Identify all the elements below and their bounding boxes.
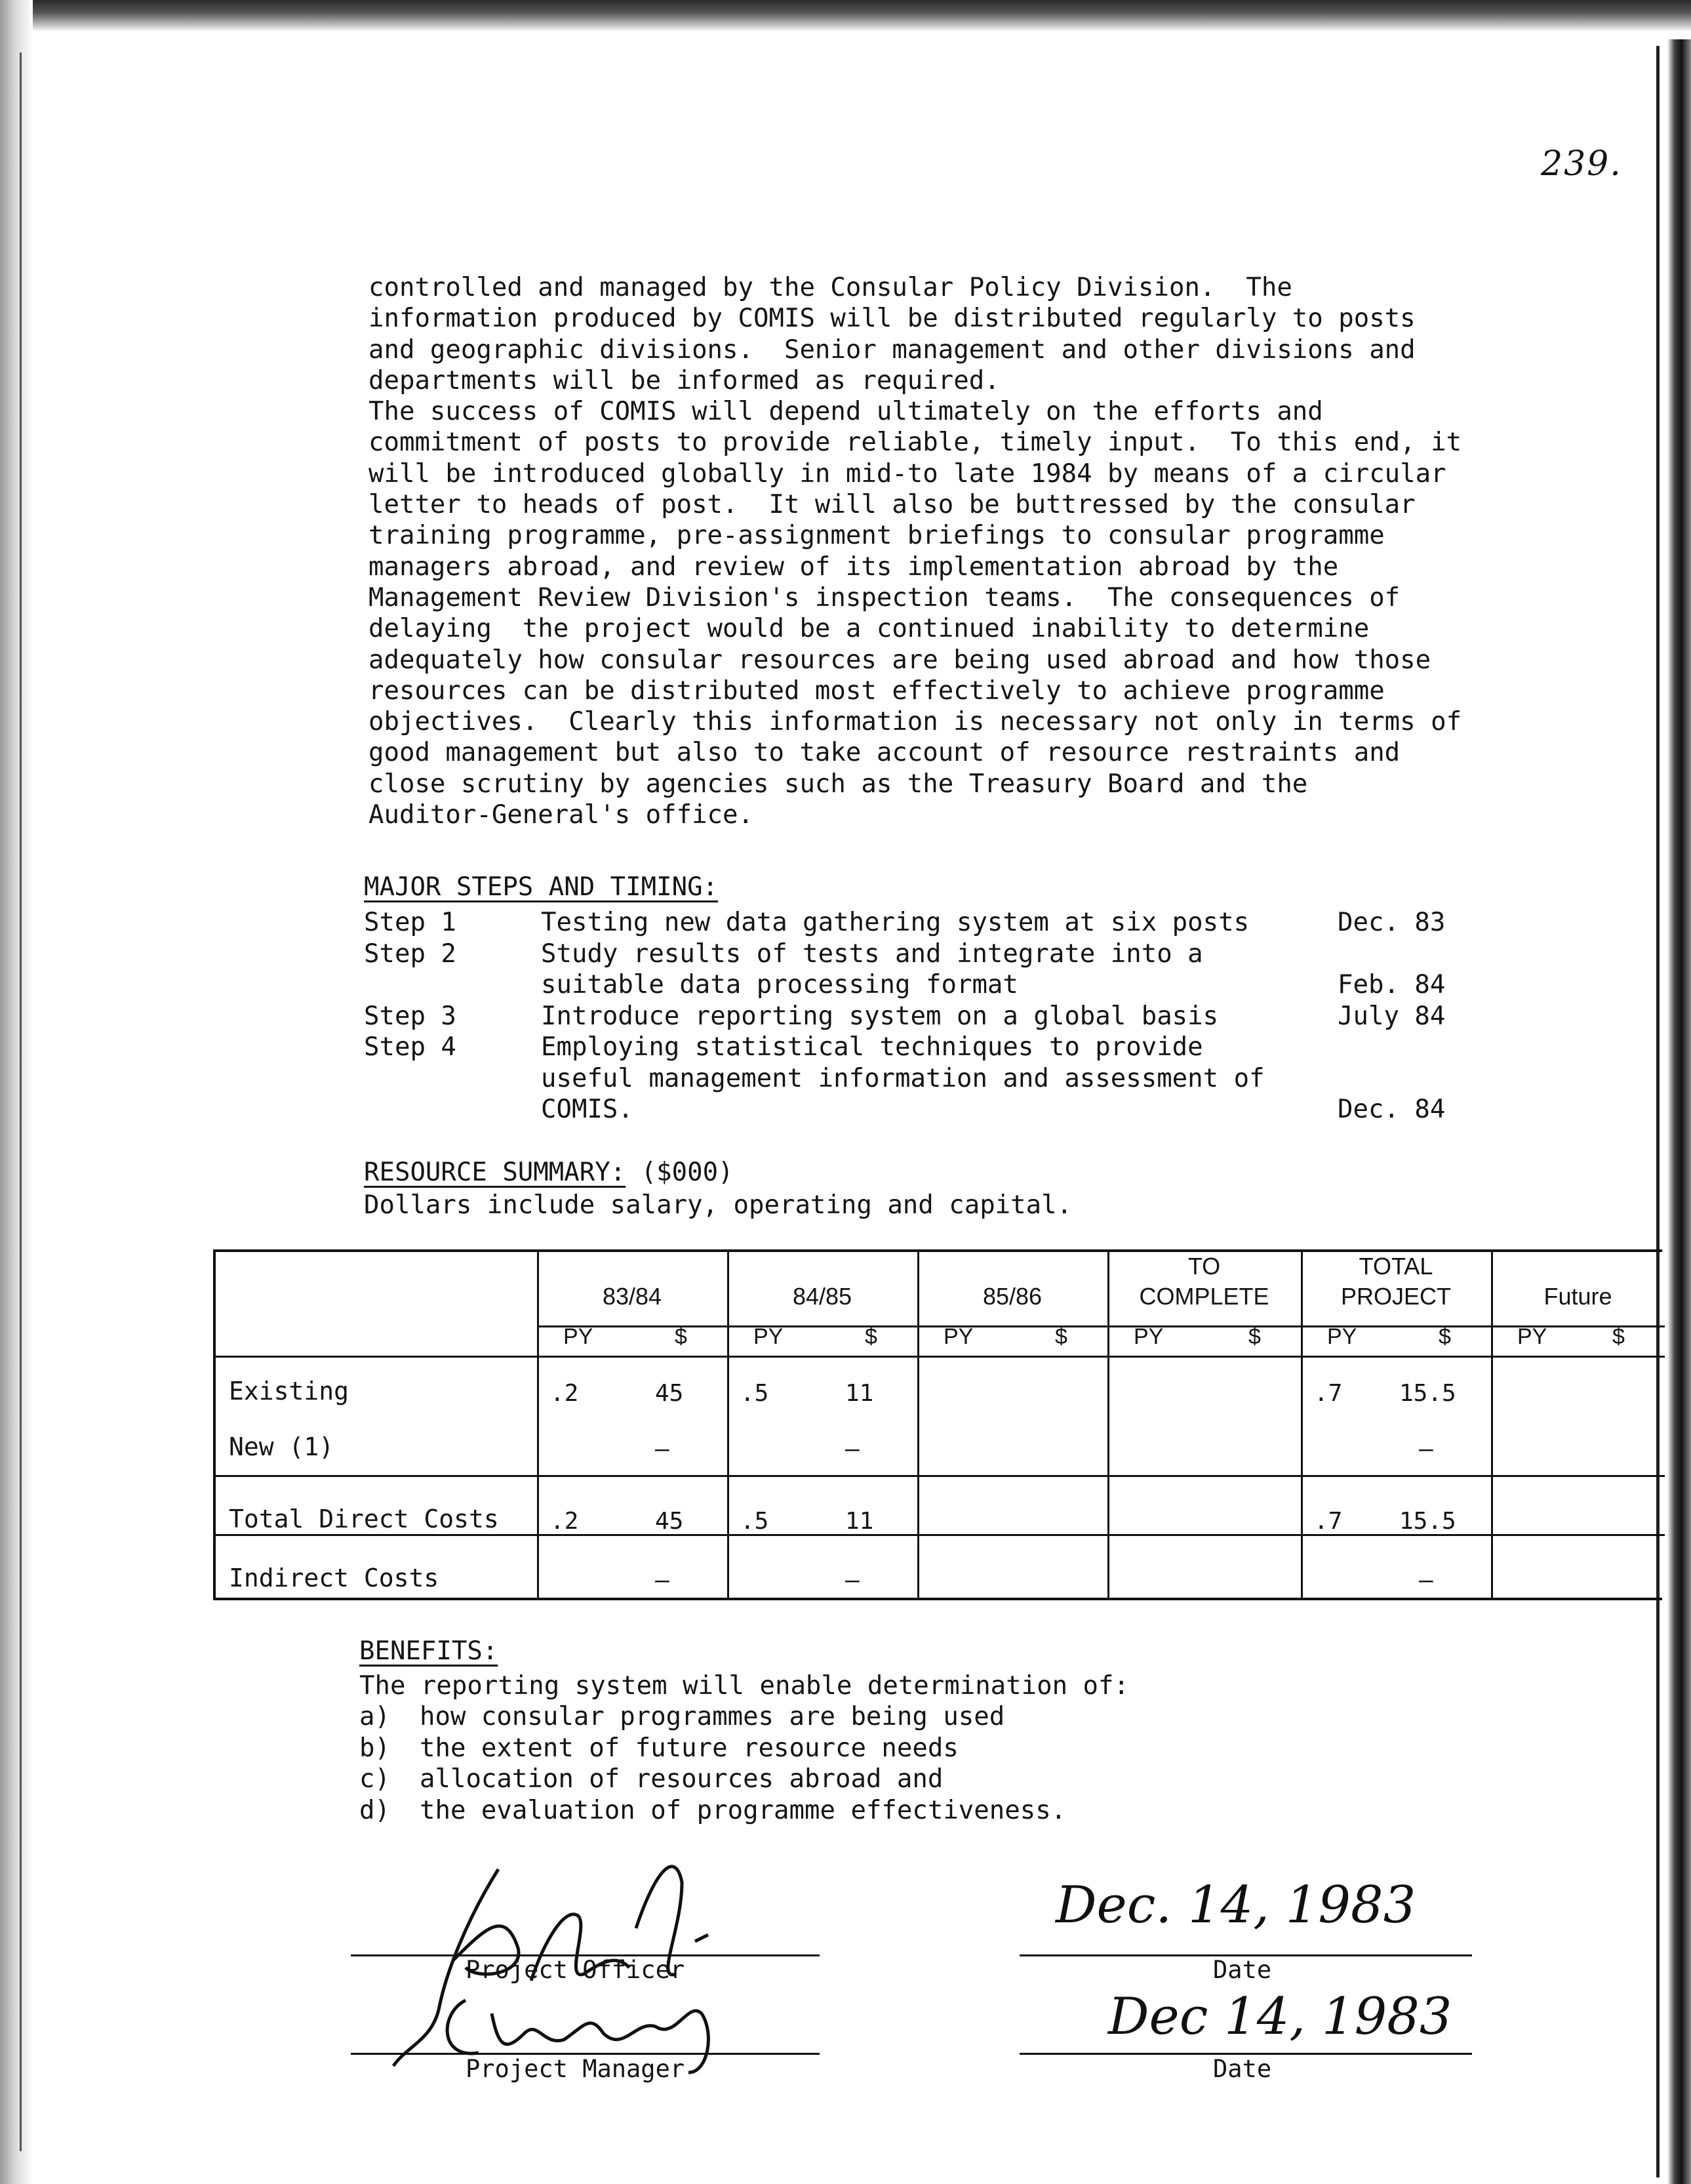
column-header-line1: TOTAL: [1359, 1253, 1433, 1280]
scan-top-edge: [0, 0, 1691, 31]
step-date: Dec. 84: [1338, 1095, 1446, 1124]
dollar-header: $: [865, 1324, 877, 1349]
dollar-value: 11: [845, 1380, 874, 1407]
body-line: Auditor-General's office.: [368, 800, 753, 830]
step-description: Testing new data gathering system at six posts: [541, 908, 1250, 937]
body-paragraph: [368, 272, 1536, 830]
step-date: July 84: [1338, 1001, 1446, 1031]
py-value: .7: [1314, 1508, 1343, 1535]
step-date: Feb. 84: [1338, 970, 1446, 1000]
py-value: .2: [550, 1380, 579, 1407]
row-label: Total Direct Costs: [229, 1505, 499, 1533]
benefit-item: [359, 1701, 1066, 1733]
step-date: Dec. 83: [1338, 908, 1446, 937]
body-line: controlled and managed by the Consular Policy Division. The: [368, 273, 1292, 302]
body-line: The success of COMIS will depend ultimately on the efforts and: [368, 397, 1323, 427]
body-line: resources can be distributed most effectively to achieve programme: [368, 676, 1385, 706]
benefit-text: allocation of resources abroad and: [420, 1764, 944, 1794]
dollar-value: –: [845, 1436, 860, 1463]
table-header-divider: [537, 1325, 1665, 1327]
step-description: Employing statistical techniques to provide useful management information and assessment of COMIS.: [541, 1032, 1265, 1124]
resource-summary-title: [364, 1158, 734, 1187]
py-value: .7: [1314, 1380, 1343, 1407]
benefit-letter: b): [359, 1733, 390, 1763]
benefits-heading: BENEFITS:: [359, 1636, 498, 1666]
scan-left-edge: [0, 0, 33, 2184]
body-line: and geographic divisions. Senior management and other divisions and: [368, 334, 1416, 365]
officer-date-caption: Date: [1213, 1956, 1272, 1984]
dollar-value: 11: [845, 1508, 874, 1535]
dollar-value: 15.5: [1399, 1508, 1456, 1535]
project-officer-date-handwritten: Dec. 14, 1983: [1056, 1876, 1416, 1935]
column-header: COMPLETE: [1139, 1283, 1269, 1310]
benefit-letter: a): [359, 1702, 390, 1731]
dollar-header: $: [1612, 1324, 1625, 1349]
scan-left-rule: [20, 52, 22, 2151]
benefit-item: [359, 1795, 1066, 1827]
resource-summary-table: [213, 1249, 1662, 1600]
body-line: letter to heads of post. It will also be buttressed by the consular: [368, 490, 1416, 520]
step-row: [364, 939, 1446, 1001]
py-header: PY: [1134, 1324, 1164, 1349]
body-line: departments will be informed as required.: [368, 365, 1000, 395]
body-line: will be introduced globally in mid-to late 1984 by means of a circular: [368, 458, 1446, 489]
project-manager-caption: Project Manager: [466, 2055, 685, 2083]
project-manager-date-handwritten: Dec 14, 1983: [1108, 1987, 1452, 2046]
resource-summary-label: RESOURCE SUMMARY:: [364, 1158, 626, 1187]
dollar-value: –: [655, 1436, 669, 1463]
column-header: PROJECT: [1340, 1283, 1451, 1310]
project-officer-caption: Project Officer: [466, 1956, 685, 1984]
column-header: 85/86: [982, 1283, 1043, 1310]
py-value: .5: [740, 1508, 769, 1535]
benefit-letter: c): [359, 1764, 390, 1794]
resource-summary-unit: ($000): [626, 1158, 734, 1187]
step-label: Step 3: [364, 1001, 456, 1031]
benefit-text: the evaluation of programme effectiveness.: [420, 1795, 1067, 1825]
body-line: delaying the project would be a continued inability to determine: [368, 614, 1370, 644]
step-description: Introduce reporting system on a global basis: [541, 1001, 1219, 1031]
column-header: 84/85: [792, 1283, 852, 1310]
dollar-value: 15.5: [1399, 1380, 1456, 1407]
table-subheader-divider: [216, 1356, 1665, 1358]
body-line: objectives. Clearly this information is necessary not only in terms of: [368, 707, 1462, 737]
dollar-value: –: [845, 1567, 860, 1594]
py-header: PY: [944, 1324, 974, 1349]
py-value: .2: [550, 1508, 579, 1535]
benefit-item: [359, 1764, 1066, 1795]
scan-right-rule: [1656, 46, 1660, 2177]
column-header-line1: TO: [1187, 1253, 1221, 1280]
benefit-item: [359, 1733, 1066, 1764]
row-label: New (1): [229, 1432, 334, 1461]
dollar-header: $: [1055, 1324, 1067, 1349]
dollar-value: 45: [655, 1380, 684, 1407]
table-row-divider: [216, 1475, 1665, 1477]
dollar-value: –: [1419, 1567, 1433, 1594]
dollar-header: $: [1248, 1324, 1261, 1349]
row-label: Indirect Costs: [229, 1564, 439, 1592]
scan-right-edge: [1667, 39, 1691, 2184]
benefits-list: [359, 1701, 1066, 1826]
steps-heading: MAJOR STEPS AND TIMING:: [364, 872, 719, 902]
step-label: Step 4: [364, 1032, 456, 1062]
column-header: Future: [1543, 1283, 1612, 1310]
step-row: [364, 1032, 1446, 1125]
body-line: information produced by COMIS will be distributed regularly to posts: [368, 304, 1416, 334]
body-line: commitment of posts to provide reliable, timely input. To this end, it: [368, 428, 1462, 458]
dollar-header: $: [1439, 1324, 1451, 1349]
body-line: training programme, pre-assignment briefings to consular programme: [368, 521, 1385, 551]
body-line: close scrutiny by agencies such as the Treasury Board and the: [368, 769, 1308, 799]
benefit-text: how consular programmes are being used: [420, 1702, 1005, 1731]
dollar-value: –: [655, 1567, 669, 1594]
benefit-text: the extent of future resource needs: [420, 1733, 959, 1763]
resource-summary-note: Dollars include salary, operating and capital.: [364, 1190, 1073, 1220]
dollar-header: $: [675, 1324, 687, 1349]
step-row: [364, 1001, 1446, 1032]
py-value: .5: [740, 1380, 769, 1407]
dollar-value: 45: [655, 1508, 684, 1535]
body-line: adequately how consular resources are being used abroad and how those: [368, 645, 1431, 675]
step-label: Step 1: [364, 908, 456, 937]
benefits-intro: The reporting system will enable determination of:: [359, 1671, 1129, 1701]
body-line: managers abroad, and review of its implementation abroad by the: [368, 552, 1339, 582]
benefit-letter: d): [359, 1795, 390, 1825]
manager-date-caption: Date: [1213, 2055, 1272, 2083]
py-header: PY: [753, 1324, 784, 1349]
step-row: [364, 907, 1446, 939]
column-header: 83/84: [602, 1283, 662, 1310]
py-header: PY: [1327, 1324, 1357, 1349]
dollar-value: –: [1419, 1436, 1433, 1463]
body-line: good management but also to take account of resource restraints and: [368, 738, 1401, 768]
row-label: Existing: [229, 1377, 349, 1405]
py-header: PY: [1517, 1324, 1547, 1349]
step-label: Step 2: [364, 939, 456, 969]
step-description: Study results of tests and integrate into a suitable data processing format: [541, 939, 1203, 1000]
py-header: PY: [563, 1324, 593, 1349]
body-line: Management Review Division's inspection teams. The consequences of: [368, 582, 1401, 613]
steps-list: [364, 907, 1446, 1125]
page-number: 239.: [1541, 144, 1622, 184]
